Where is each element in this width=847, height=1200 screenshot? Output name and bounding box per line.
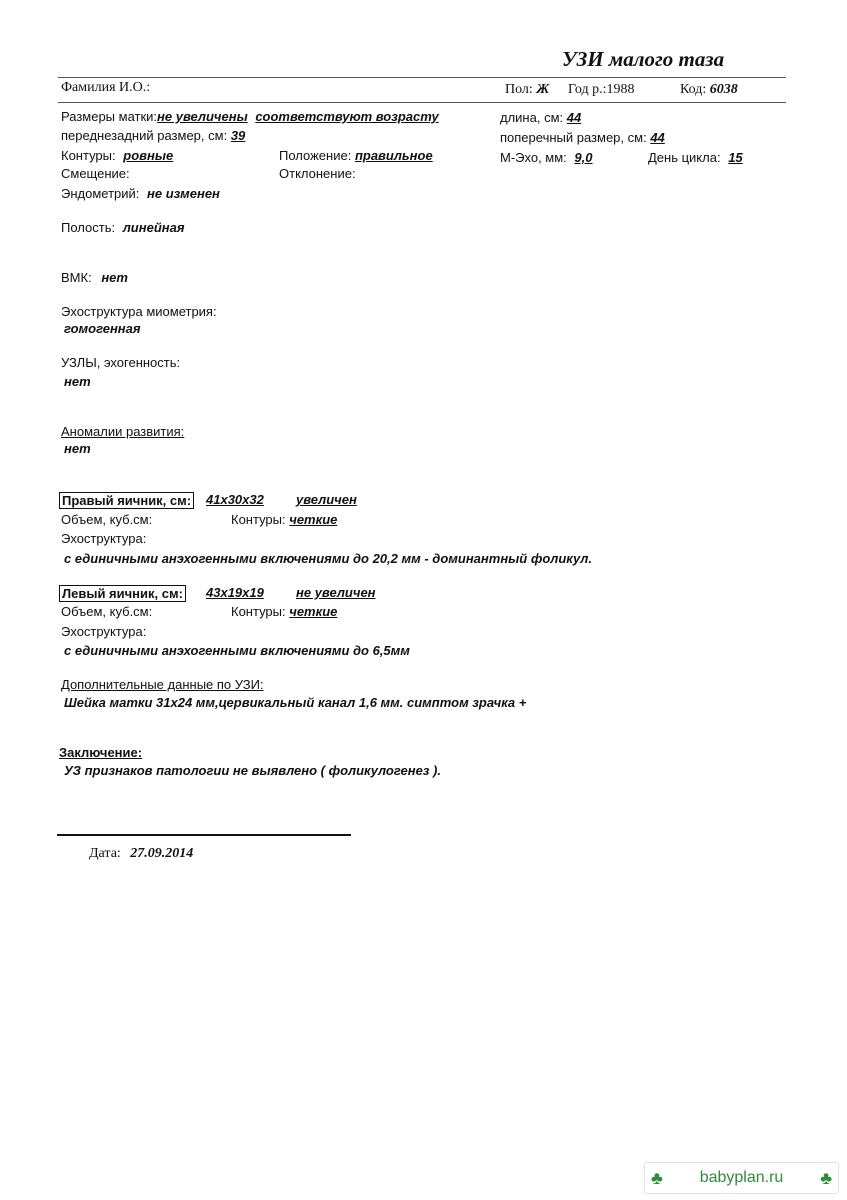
right-ovary-label: Правый яичник, см: <box>59 492 194 509</box>
signature-line <box>57 834 351 836</box>
birth-value: 1988 <box>606 82 635 97</box>
page-title: УЗИ малого таза <box>562 47 725 71</box>
left-ovary-volume-label: Объем, куб.см: <box>61 604 153 619</box>
left-ovary-size: 43x19x19 <box>206 585 264 600</box>
right-ovary-contours-value: четкие <box>289 512 338 527</box>
date-label: Дата: <box>89 846 121 861</box>
right-ovary-echo-label: Эхоструктура: <box>61 531 147 546</box>
header-bottom-rule <box>58 102 786 103</box>
cavity-row <box>61 220 185 235</box>
clover-icon: ♣ <box>820 1167 832 1188</box>
header-top-rule <box>58 77 786 78</box>
left-ovary-contours-row <box>231 604 337 619</box>
endometrium-row <box>61 186 220 201</box>
code-value: 6038 <box>709 82 738 97</box>
iud-row <box>61 270 128 285</box>
length-label: длина, см: <box>500 110 564 125</box>
uterus-size-label: Размеры матки: <box>61 109 158 124</box>
date-value: 27.09.2014 <box>130 846 194 861</box>
position-value: правильное <box>354 148 433 163</box>
right-ovary-contours-row <box>231 512 337 527</box>
right-ovary-contours-label: Контуры: <box>231 512 286 527</box>
transverse-value: 44 <box>650 130 665 145</box>
anomalies-label: Аномалии развития: <box>61 424 185 439</box>
length-value: 44 <box>566 110 582 125</box>
myometrium-value: гомогенная <box>64 321 141 336</box>
left-ovary-contours-label: Контуры: <box>231 604 286 619</box>
shift-label: Смещение: <box>61 166 130 181</box>
contours-value: ровные <box>123 148 174 163</box>
name-label: Фамилия И.О.: <box>61 80 151 95</box>
contours-row <box>61 148 173 163</box>
clover-icon: ♣ <box>651 1167 663 1188</box>
date-row <box>89 846 193 862</box>
mecho-value: 9,0 <box>574 150 593 165</box>
transverse-row <box>500 130 665 145</box>
sex-field <box>505 82 549 98</box>
code-label: Код: <box>680 82 707 97</box>
uterus-size-value1: не увеличены <box>157 109 248 124</box>
cavity-label: Полость: <box>61 220 116 235</box>
cycle-value: 15 <box>728 150 743 165</box>
contours-label: Контуры: <box>61 148 116 163</box>
sex-label: Пол: <box>505 82 533 97</box>
left-ovary-state: не увеличен <box>296 585 376 600</box>
conclusion-value: УЗ признаков патологии не выявлено ( фоликулогенез ). <box>64 763 441 778</box>
cycle-label: День цикла: <box>648 150 721 165</box>
anomalies-value: нет <box>64 441 91 456</box>
myometrium-label: Эхоструктура миометрия: <box>61 304 217 319</box>
watermark <box>644 1162 839 1194</box>
uterus-size-row <box>61 109 439 124</box>
left-ovary-echo-label: Эхоструктура: <box>61 624 147 639</box>
sex-value: Ж <box>536 82 550 97</box>
iud-value: нет <box>101 270 128 285</box>
position-row <box>279 148 433 163</box>
additional-label: Дополнительные данные по УЗИ: <box>61 677 264 692</box>
deviation-label: Отклонение: <box>279 166 356 181</box>
transverse-label: поперечный размер, см: <box>500 130 647 145</box>
iud-label: ВМК: <box>61 270 92 285</box>
additional-value: Шейка матки 31х24 мм,цервикальный канал 1,6 мм. симптом зрачка + <box>64 695 527 710</box>
right-ovary-state: увеличен <box>296 492 357 507</box>
birth-label: Год р.: <box>568 82 607 97</box>
length-row <box>500 110 581 125</box>
ap-value: 39 <box>230 128 246 143</box>
right-ovary-size: 41x30x32 <box>206 492 264 507</box>
ap-row <box>61 128 245 143</box>
right-ovary-volume-label: Объем, куб.см: <box>61 512 153 527</box>
right-ovary-echo-value: с единичными анэхогенными включениями до 20,2 мм - доминантный фоликул. <box>64 551 592 566</box>
left-ovary-echo-value: с единичными анэхогенными включениями до 6,5мм <box>64 643 410 658</box>
conclusion-label: Заключение: <box>59 745 143 760</box>
cycle-row <box>648 150 743 165</box>
nodes-label: УЗЛЫ, эхогенность: <box>61 355 181 370</box>
ap-label: переднезадний размер, см: <box>61 128 228 143</box>
position-label: Положение: <box>279 148 352 163</box>
left-ovary-contours-value: четкие <box>289 604 338 619</box>
endometrium-label: Эндометрий: <box>61 186 140 201</box>
watermark-text: babyplan.ru <box>699 1169 784 1186</box>
code-field <box>680 82 738 98</box>
cavity-value: линейная <box>122 220 185 235</box>
mecho-row <box>500 150 593 165</box>
uterus-size-value2: соответствуют возрасту <box>255 109 439 124</box>
left-ovary-label: Левый яичник, см: <box>59 585 186 602</box>
birth-field <box>568 82 634 98</box>
endometrium-value: не изменен <box>147 186 220 201</box>
mecho-label: М-Эхо, мм: <box>500 150 567 165</box>
nodes-value: нет <box>64 374 91 389</box>
